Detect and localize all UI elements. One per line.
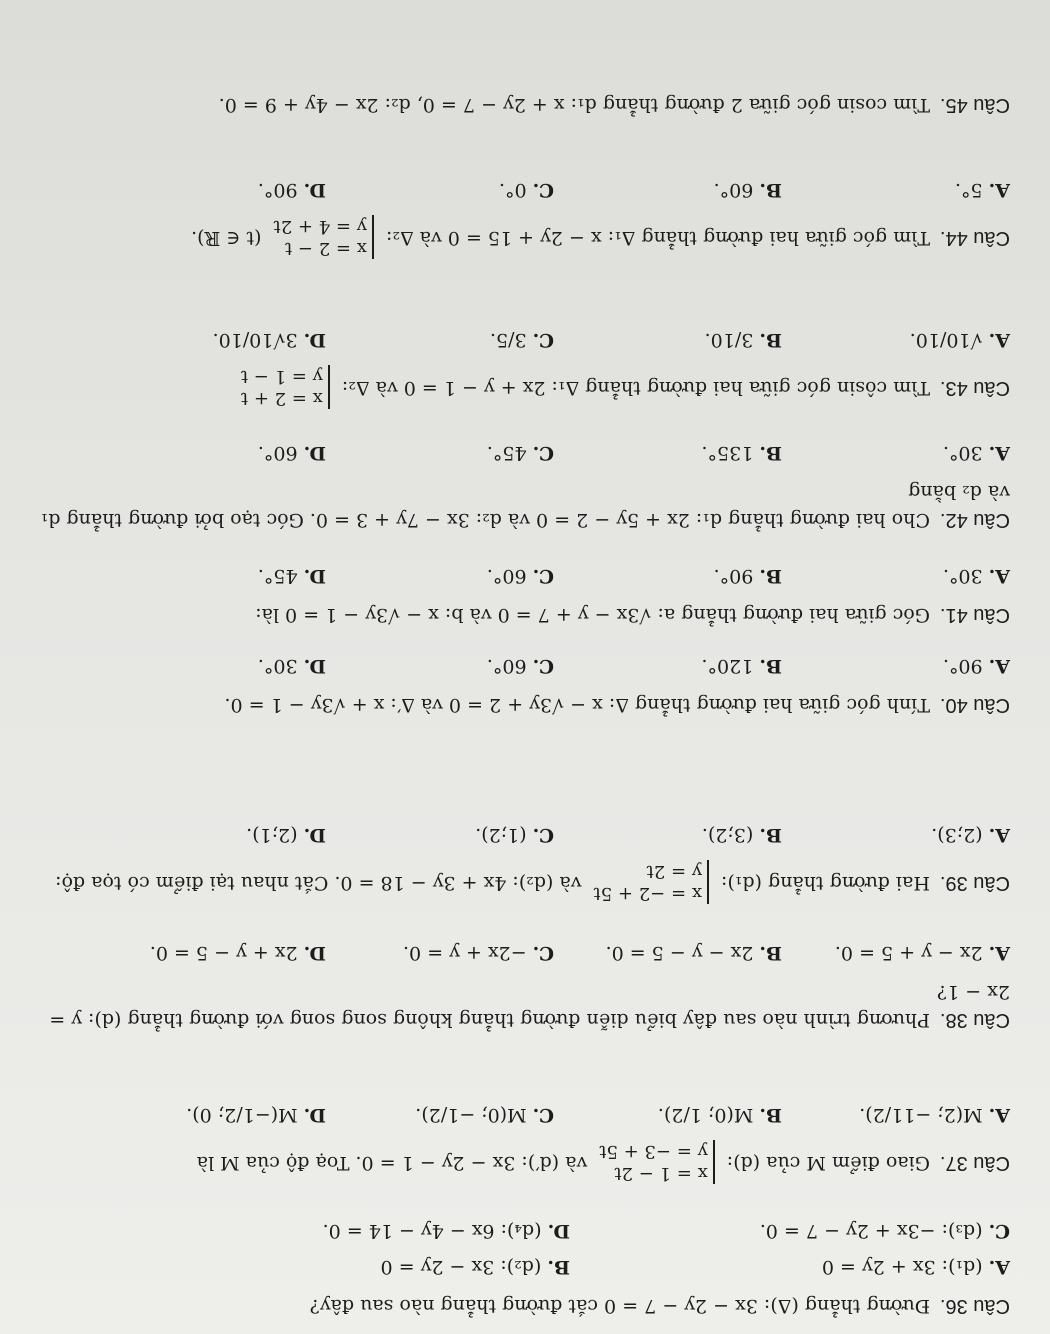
option-label: C.: [532, 329, 554, 351]
option-text: 30°.: [942, 442, 983, 464]
option-d: [98, 822, 326, 848]
option-c: [326, 177, 554, 203]
option-d: [98, 1102, 326, 1128]
question-40: [40, 653, 1010, 719]
option-a: [782, 1102, 1010, 1128]
question-37: [40, 1102, 1010, 1184]
question-text: Đường thẳng (Δ): 3x − 2y − 7 = 0 cắt đường thẳng nào sau đây?: [309, 1295, 930, 1317]
option-d: [98, 177, 326, 203]
equation-system: [241, 365, 330, 409]
option-label: C.: [532, 1104, 554, 1126]
option-label: C.: [988, 1220, 1010, 1242]
option-c: [326, 1102, 554, 1128]
option-label: B.: [759, 824, 782, 846]
option-text: 120°.: [701, 655, 754, 677]
question-38: [40, 940, 1010, 1034]
option-a: [782, 440, 1010, 466]
option-text: 60°.: [486, 565, 527, 587]
option-label: D.: [303, 824, 326, 846]
option-label: B.: [759, 179, 782, 201]
system-row: y = −3 + 5t: [599, 1141, 708, 1162]
option-label: D.: [303, 942, 326, 964]
option-text: 135°.: [701, 442, 754, 464]
option-text: 60°.: [713, 179, 754, 201]
option-a: [782, 940, 1010, 966]
option-text: 60°.: [486, 655, 527, 677]
system-row: x = 2 + t: [240, 388, 323, 409]
system-row: y = 2t: [646, 861, 702, 882]
option-a: [782, 563, 1010, 589]
question-42: [40, 440, 1010, 534]
option-b: [554, 563, 782, 589]
option-c: [570, 1218, 1010, 1244]
option-b: [554, 1102, 782, 1128]
option-label: A.: [988, 565, 1010, 587]
system-row: y = 4 + 2t: [273, 216, 367, 237]
option-text: 45°.: [486, 442, 527, 464]
question-text: và (d₂): 4x + 3y − 18 = 0. Cắt nhau tại điểm có tọa độ:: [55, 872, 582, 894]
question-stem: [40, 978, 1010, 1034]
option-label: C.: [532, 565, 554, 587]
question-45: [40, 91, 1010, 119]
option-text: 90°.: [713, 565, 754, 587]
question-stem: [40, 365, 1010, 409]
option-text: 60°.: [257, 442, 298, 464]
option-a: [782, 822, 1010, 848]
option-text: 90°.: [257, 179, 298, 201]
option-label: D.: [303, 179, 326, 201]
option-text: (d₃): −3x + 2y − 7 = 0.: [759, 1220, 983, 1242]
question-stem: [40, 601, 1010, 629]
option-a: [782, 653, 1010, 679]
option-text: M(0; 1/2).: [657, 1104, 754, 1126]
option-label: A.: [988, 1104, 1010, 1126]
option-label: D.: [303, 565, 326, 587]
option-text: 30°.: [942, 565, 983, 587]
option-c: [326, 440, 554, 466]
question-text: Cho hai đường thẳng d₁: 2x + 5y − 2 = 0 và d₂: 3x − 7y + 3 = 0. Góc tạo bởi đường thẳng d₁ và d₂ bằng: [40, 481, 1010, 531]
option-a: [782, 327, 1010, 353]
question-stem: [40, 91, 1010, 119]
question-stem: [40, 478, 1010, 534]
equation-system: [274, 215, 374, 259]
option-label: B.: [759, 655, 782, 677]
equation-system: [599, 1140, 714, 1184]
option-label: A.: [988, 942, 1010, 964]
option-d: [98, 563, 326, 589]
option-text: 5°.: [955, 179, 983, 201]
question-36: [40, 1218, 1010, 1320]
question-stem: [40, 1140, 1010, 1184]
option-label: B.: [759, 942, 782, 964]
option-a: [782, 177, 1010, 203]
option-text: (2;1).: [246, 824, 298, 846]
question-number: Câu 39.: [939, 872, 1010, 894]
option-text: 3/5.: [489, 329, 527, 351]
option-b: [130, 1254, 570, 1280]
question-text: và (d′): 3x − 2y − 1 = 0. Toạ độ của M là: [196, 1152, 588, 1174]
option-text: 30°.: [257, 655, 298, 677]
options: [40, 440, 1010, 466]
option-a: [570, 1254, 1010, 1280]
option-text: (3;2).: [701, 824, 754, 846]
option-label: C.: [532, 179, 554, 201]
option-b: [554, 822, 782, 848]
question-number: Câu 38.: [939, 1009, 1010, 1031]
option-c: [326, 563, 554, 589]
system-row: x = −2 + 5t: [593, 883, 702, 904]
option-label: D.: [303, 655, 326, 677]
option-d: [98, 940, 326, 966]
option-label: C.: [532, 942, 554, 964]
question-number: Câu 37.: [939, 1152, 1010, 1174]
option-b: [554, 440, 782, 466]
option-text: M(−1/2; 0).: [186, 1104, 298, 1126]
system-row: x = 1 − 2t: [614, 1163, 708, 1184]
option-label: A.: [988, 442, 1010, 464]
option-text: 3√10/10.: [212, 329, 298, 351]
option-label: C.: [532, 824, 554, 846]
option-b: [554, 940, 782, 966]
question-number: Câu 45.: [939, 94, 1010, 116]
equation-system: [594, 860, 709, 904]
option-label: C.: [532, 442, 554, 464]
option-text: 90°.: [942, 655, 983, 677]
option-c: [326, 653, 554, 679]
option-label: B.: [759, 565, 782, 587]
option-text: 2x + y − 5 = 0.: [149, 942, 298, 964]
option-b: [554, 327, 782, 353]
question-number: Câu 44.: [939, 227, 1010, 249]
option-label: B.: [759, 442, 782, 464]
option-b: [554, 653, 782, 679]
question-stem: [40, 691, 1010, 719]
options: [40, 822, 1010, 848]
option-label: D.: [303, 1104, 326, 1126]
option-text: M(2; −11/2).: [859, 1104, 983, 1126]
option-label: D.: [547, 1220, 570, 1242]
question-number: Câu 40.: [939, 694, 1010, 716]
option-text: 3/10.: [704, 329, 754, 351]
option-label: B.: [759, 1104, 782, 1126]
option-text: (d₄): 6x − 4y − 14 = 0.: [322, 1220, 542, 1242]
option-text: 45°.: [257, 565, 298, 587]
option-text: −2x + y = 0.: [403, 942, 527, 964]
options: [40, 327, 1010, 353]
option-text: M(0; −1/2).: [415, 1104, 527, 1126]
options: [40, 177, 1010, 203]
option-text: (d₁): 3x + 2y = 0: [821, 1256, 983, 1278]
question-number: Câu 36.: [939, 1295, 1010, 1317]
question-text: Tìm côsin góc giữa hai đường thẳng Δ₁: 2x + y − 1 = 0 và Δ₂:: [341, 377, 930, 399]
question-text: Hai đường thẳng (d₁):: [721, 872, 930, 894]
option-c: [326, 822, 554, 848]
option-d: [98, 653, 326, 679]
question-stem: [40, 1292, 1010, 1320]
option-text: (2;3).: [931, 824, 983, 846]
option-label: A.: [988, 1256, 1010, 1278]
option-label: C.: [532, 655, 554, 677]
options: [40, 1218, 1010, 1280]
options: [40, 1102, 1010, 1128]
question-43: [40, 327, 1010, 409]
option-c: [326, 327, 554, 353]
option-text: (1;2).: [475, 824, 527, 846]
option-text: √10/10.: [909, 329, 983, 351]
option-text: 0°.: [498, 179, 527, 201]
question-text: (t ∈ ℝ).: [191, 227, 262, 249]
options: [40, 940, 1010, 966]
option-label: A.: [988, 655, 1010, 677]
option-label: D.: [303, 442, 326, 464]
question-text: Tìm cosin góc giữa 2 đường thẳng d₁: x + 2y − 7 = 0, d₂: 2x − 4y + 9 = 0.: [218, 94, 930, 116]
question-stem: [40, 215, 1010, 259]
question-44: [40, 177, 1010, 259]
question-number: Câu 41.: [939, 604, 1010, 626]
question-number: Câu 43.: [939, 377, 1010, 399]
options: [40, 653, 1010, 679]
question-number: Câu 42.: [939, 509, 1010, 531]
question-text: Phương trình nào sau đây biểu diễn đường thẳng không song song với đường thẳng (d): y = 2x − 1?: [49, 981, 1010, 1031]
question-text: Góc giữa hai đường thẳng a: √3x − y + 7 = 0 và b: x − √3y − 1 = 0 là:: [255, 604, 930, 626]
option-label: A.: [988, 179, 1010, 201]
question-41: [40, 563, 1010, 629]
option-text: 2x − y + 5 = 0.: [834, 942, 983, 964]
option-b: [554, 177, 782, 203]
option-label: A.: [988, 329, 1010, 351]
option-d: [98, 327, 326, 353]
option-d: [98, 440, 326, 466]
question-stem: [40, 860, 1010, 904]
question-text: Tính góc giữa hai đường thẳng Δ: x − √3y + 2 = 0 và Δ′: x + √3y − 1 = 0.: [224, 694, 930, 716]
option-text: 2x − y − 5 = 0.: [605, 942, 754, 964]
option-label: B.: [547, 1256, 570, 1278]
option-c: [326, 940, 554, 966]
system-row: y = 1 − t: [240, 366, 323, 387]
question-text: Tìm góc giữa hai đường thẳng Δ₁: x − 2y + 15 = 0 và Δ₂:: [385, 227, 930, 249]
option-d: [130, 1218, 570, 1244]
option-text: (d₂): 3x − 2y = 0: [380, 1256, 542, 1278]
question-text: Giao điểm M của (d):: [726, 1152, 930, 1174]
options: [40, 563, 1010, 589]
option-label: D.: [303, 329, 326, 351]
option-label: B.: [759, 329, 782, 351]
question-39: [40, 822, 1010, 904]
system-row: x = 2 − t: [285, 238, 367, 259]
option-label: A.: [988, 824, 1010, 846]
